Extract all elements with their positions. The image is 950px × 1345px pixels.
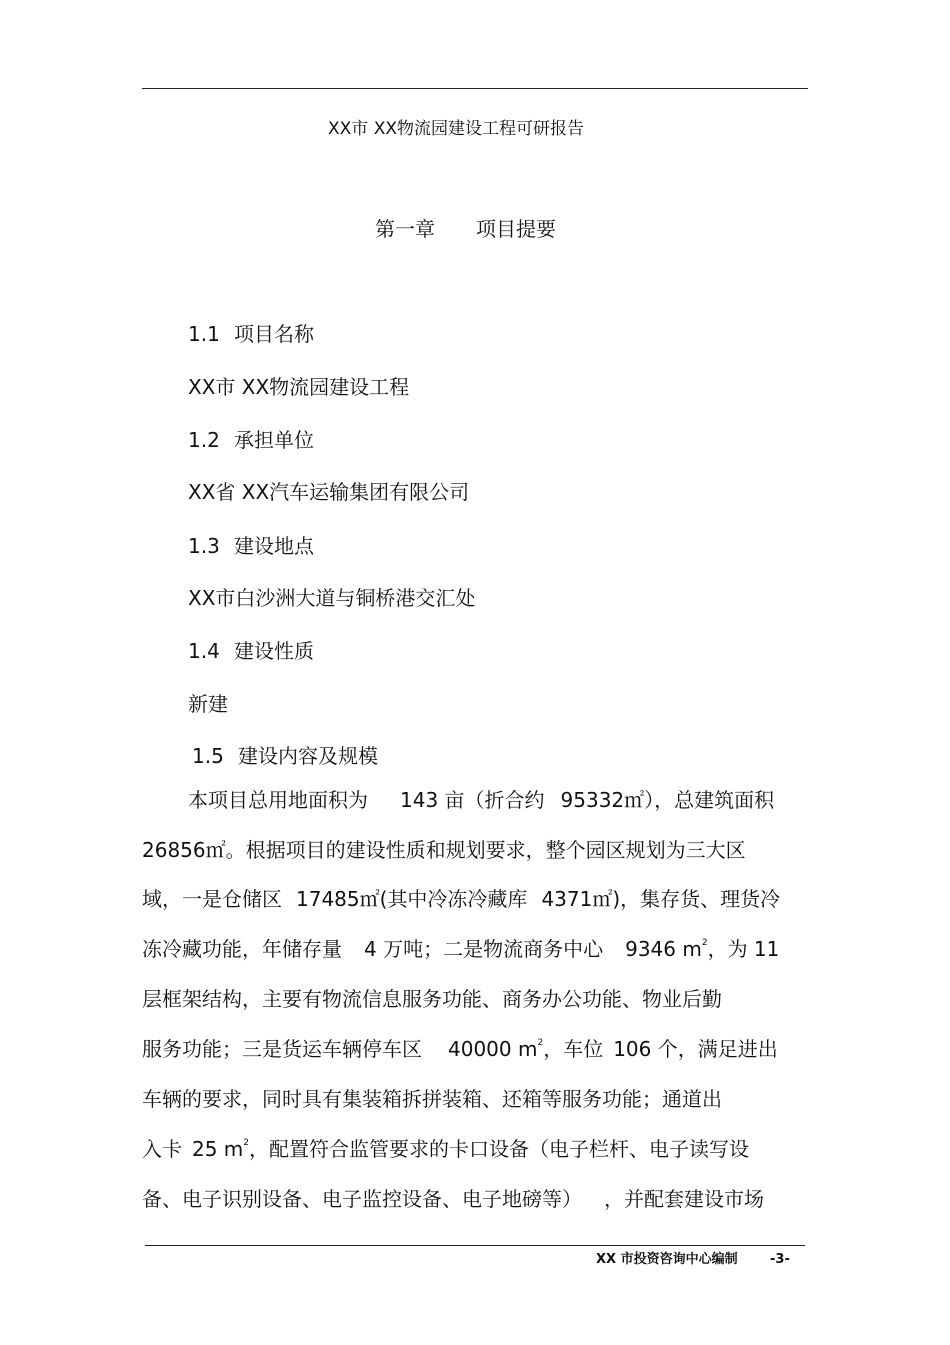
text-run: 95332㎡），总建筑面积 [560, 788, 775, 812]
text-run: 本项目总用地面积为 [188, 788, 368, 812]
text-run: ，并配套建设市场 [604, 1187, 764, 1211]
section-title-1-4: 建设性质 [234, 639, 314, 663]
paragraph-line-3 [142, 889, 780, 909]
superscript: 2 [243, 1138, 250, 1148]
paragraph-line-8 [142, 1139, 749, 1159]
text-run: ，配置符合监管要求的卡口设备（电子栏杆、电子读写设 [249, 1137, 750, 1161]
section-content-1-2: XX省 XX汽车运输集团有限公司 [188, 480, 470, 504]
text-run: ，为 11 [707, 937, 780, 961]
header-rule [142, 88, 808, 89]
section-content-1-4: 新建 [188, 692, 228, 716]
text-run: 9346 m [625, 937, 702, 961]
superscript: 2 [537, 1038, 544, 1048]
text-run: 25 m [192, 1137, 244, 1161]
text-run: 4 万吨；二是物流商务中心 [364, 937, 604, 961]
text-run: 143 亩（折合约 [400, 788, 545, 812]
section-title-1-5: 建设内容及规模 [238, 744, 378, 768]
text-run: 4371㎡)，集存货、理货冷 [541, 887, 781, 911]
paragraph-line-1 [188, 790, 774, 810]
section-title-1-1: 项目名称 [234, 322, 314, 346]
section-title-1-3: 建设地点 [234, 534, 314, 558]
paragraph-line-2: 26856㎡。根据项目的建设性质和规划要求，整个园区规划为三大区 [142, 838, 746, 862]
section-number-1-5: 1.5 [192, 744, 224, 768]
text-run: 服务功能；三是货运车辆停车区 [142, 1037, 422, 1061]
text-run: 17485㎡( [296, 887, 388, 911]
paragraph-line-4 [142, 939, 779, 959]
paragraph-line-9 [142, 1189, 764, 1209]
section-title-1-2: 承担单位 [234, 428, 314, 452]
section-content-1-3: XX市白沙洲大道与铜桥港交汇处 [188, 586, 476, 610]
paragraph-line-5: 层框架结构，主要有物流信息服务功能、商务办公功能、物业后勤 [142, 987, 722, 1011]
text-run: 40000 m [448, 1037, 538, 1061]
text-run: 冻冷藏功能，年储存量 [142, 937, 342, 961]
header-title: XX市 XX物流园建设工程可研报告 [328, 119, 584, 139]
footer-rule [145, 1245, 805, 1246]
paragraph-line-7: 车辆的要求，同时具有集装箱拆拼装箱、还箱等服务功能；通道出 [142, 1087, 722, 1111]
text-run: 备、电子识别设备、电子监控设备、电子地磅等） [142, 1187, 582, 1211]
page-number: -3- [770, 1252, 790, 1267]
text-run: 域，一是仓储区 [142, 887, 282, 911]
section-content-1-1: XX市 XX物流园建设工程 [188, 375, 410, 399]
text-run: ，车位 [543, 1037, 604, 1061]
text-run: 其中冷冻冷藏库 [387, 887, 528, 911]
paragraph-line-6 [142, 1039, 778, 1059]
text-run: 入卡 [142, 1137, 182, 1161]
chapter-number: 第一章 [375, 217, 435, 241]
section-number-1-2: 1.2 [188, 428, 220, 452]
footer-org: XX 市投资咨询中心编制 [596, 1252, 738, 1267]
chapter-title: 项目提要 [476, 217, 556, 241]
section-number-1-4: 1.4 [188, 639, 220, 663]
section-number-1-1: 1.1 [188, 322, 220, 346]
section-number-1-3: 1.3 [188, 534, 220, 558]
superscript: 2 [701, 938, 708, 948]
text-run: 106 个，满足进出 [613, 1037, 778, 1061]
